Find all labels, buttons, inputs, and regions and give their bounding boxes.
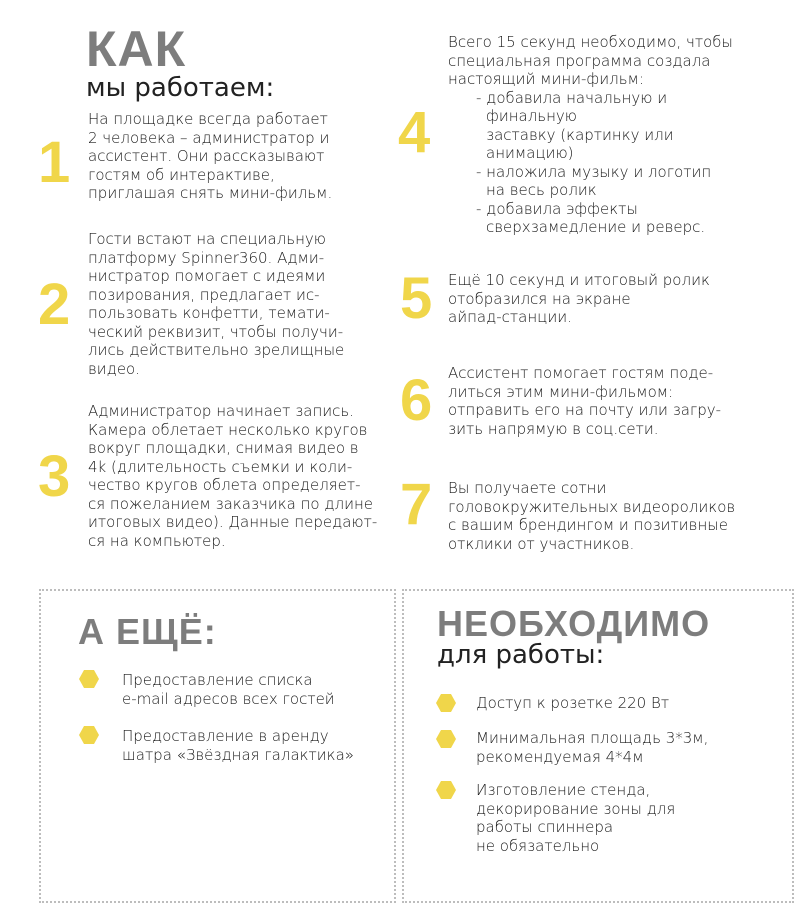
step-number-7: 7 — [400, 472, 433, 537]
text-line: отправить его на почту или загру- — [448, 401, 722, 419]
list-item: - наложила музыку и логотип — [476, 162, 712, 181]
step-number-2: 2 — [38, 272, 71, 337]
text-line: отклики от участников. — [448, 534, 635, 553]
requirements-subtitle: для работы: — [437, 640, 605, 670]
text-line: отобразился на экране — [448, 289, 631, 308]
text-line: настоящий мини-фильм: — [448, 70, 644, 88]
step-number-6: 6 — [400, 368, 433, 433]
requirements-item — [476, 781, 675, 855]
requirements-title: НЕОБХОДИМО — [437, 603, 711, 644]
text-line: работы спиннера — [476, 818, 614, 836]
step-text-4 — [448, 33, 733, 237]
text-line: платформу Spinner360. Адми- — [88, 248, 325, 267]
step-text-5 — [448, 271, 710, 327]
text-line: приглашая снять мини-фильм. — [88, 184, 333, 202]
list-item: на весь ролик — [486, 181, 597, 199]
step-text-7 — [448, 479, 735, 553]
text-line: лись действительно зрелищные — [88, 341, 345, 359]
text-line: ся на компьютер. — [88, 531, 226, 550]
step-number-1: 1 — [38, 130, 71, 195]
text-line: видео. — [88, 359, 141, 378]
text-line: нистратор помогает с идеями — [88, 267, 326, 285]
step-text-1 — [88, 110, 332, 203]
text-line: итоговых видео). Данные передают- — [88, 513, 378, 531]
text-line: литься этим мини-фильмом: — [448, 382, 674, 401]
text-line: головокружительных видеороликов — [448, 497, 736, 516]
step-text-3 — [88, 402, 377, 550]
text-line: позирования, предлагает ис- — [88, 285, 320, 304]
list-item: сверхзамедление и реверс. — [486, 218, 706, 236]
text-line: вокруг площадки, снимая видео в — [88, 439, 359, 457]
text-line: Доступ к розетке 220 Вт — [476, 694, 670, 712]
extras-item — [122, 671, 335, 708]
text-line: пользовать конфетти, темати- — [88, 304, 330, 322]
text-line: с вашим брендингом и позитивные — [448, 516, 728, 534]
text-line: Предоставление в аренду — [122, 727, 329, 745]
text-line: Ассистент помогает гостям поде- — [448, 364, 714, 382]
extras-title: А ЕЩЁ: — [78, 611, 217, 652]
text-line: гостям об интерактиве, — [88, 165, 275, 184]
page-title: КАК — [86, 21, 187, 77]
text-line: шатра «Звёздная галактика» — [122, 745, 354, 764]
text-line: ческий реквизит, чтобы получи- — [88, 322, 344, 341]
step-number-4: 4 — [398, 100, 431, 165]
step-number-3: 3 — [38, 444, 71, 509]
text-line: Всего 15 секунд необходимо, чтобы — [448, 33, 733, 51]
text-line: Предоставление списка — [122, 671, 313, 689]
text-line: ся пожеланием заказчика по длине — [88, 494, 374, 513]
step-text-6 — [448, 364, 721, 438]
text-line: 2 человека – администратор и — [88, 128, 330, 147]
text-line: Ещё 10 секунд и итоговый ролик — [448, 271, 710, 289]
text-line: На площадке всегда работает — [88, 110, 328, 128]
text-line: 4k (длительность съемки и коли- — [88, 457, 353, 476]
list-item: анимацию) — [486, 144, 574, 162]
page-subtitle: мы работаем: — [86, 73, 275, 103]
list-item: - добавила эффекты — [476, 199, 638, 218]
text-line: Камера облетает несколько кругов — [88, 420, 368, 439]
text-line: специальная программа создала — [448, 51, 711, 70]
text-line: Администратор начинает запись. — [88, 402, 355, 420]
text-line: не обязательно — [476, 836, 600, 855]
text-line: Вы получаете сотни — [448, 479, 607, 497]
text-line: айпад-станции. — [448, 308, 572, 326]
text-line: ассистент. Они рассказывают — [88, 147, 325, 165]
requirements-item — [476, 694, 669, 713]
text-line: чество кругов облета определяет- — [88, 476, 361, 494]
text-line: декорирование зоны для — [476, 799, 676, 818]
text-line: e-mail адресов всех гостей — [122, 689, 335, 708]
list-item: финальную — [486, 107, 577, 125]
requirements-item — [476, 729, 708, 766]
text-line: рекомендуемая 4*4м — [476, 747, 644, 766]
extras-item — [122, 727, 354, 764]
text-line: Гости встают на специальную — [88, 230, 326, 248]
text-line: Изготовление стенда, — [476, 781, 651, 799]
list-item: заставку (картинку или — [486, 125, 674, 144]
step-text-2 — [88, 230, 344, 378]
text-line: Минимальная площадь 3*3м, — [476, 729, 709, 747]
text-line: зить напрямую в соц.сети. — [448, 419, 659, 438]
step-number-5: 5 — [400, 266, 433, 331]
list-item: - добавила начальную и — [476, 88, 668, 107]
